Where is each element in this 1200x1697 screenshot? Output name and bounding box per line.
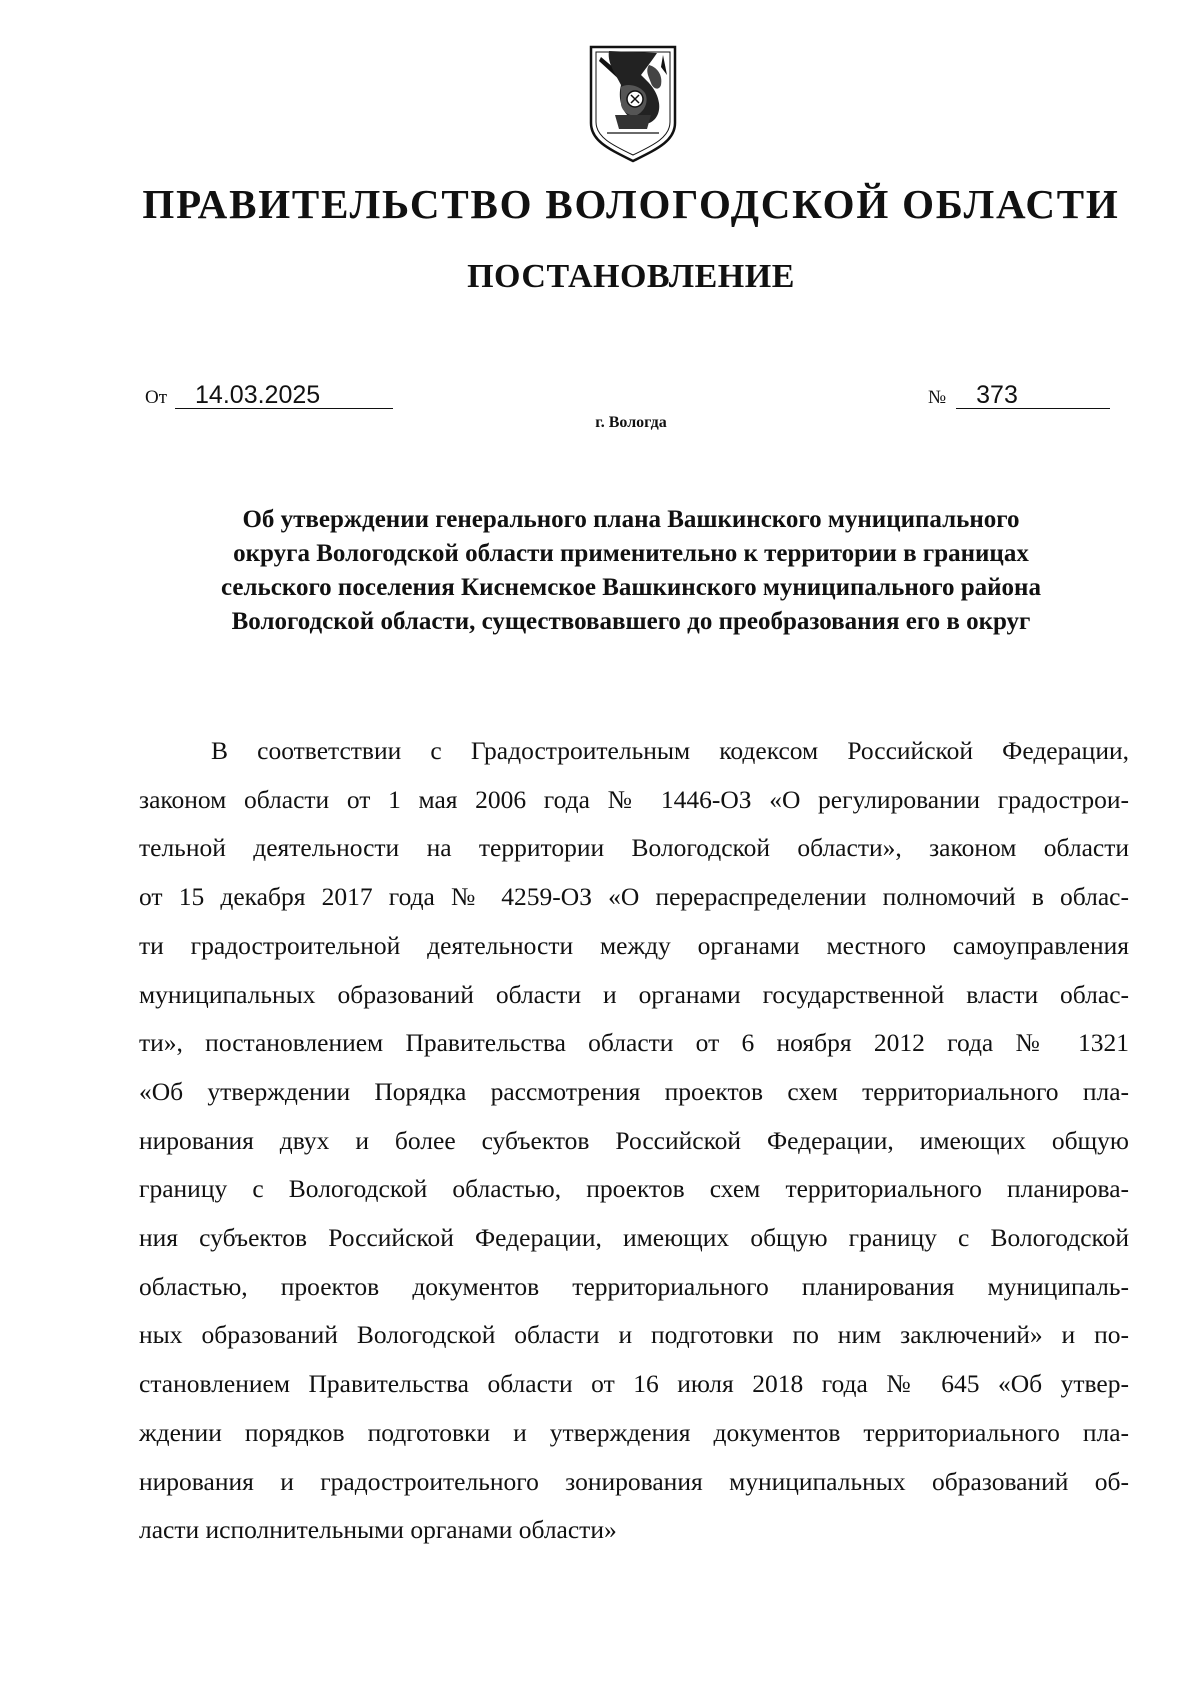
body-line: ти», постановлением Правительства области от 6 ноября 2012 года № 1321 [139, 1028, 1129, 1058]
subject-line: Об утверждении генерального плана Вашкинского муниципального [242, 506, 1020, 533]
preamble-paragraph [139, 727, 1129, 1555]
body-line: ти градостроительной деятельности между органами местного самоуправления [139, 930, 1129, 960]
document-number [928, 382, 1110, 409]
body-line: тельной деятельности на территории Вологодской области», законом области [139, 833, 1129, 863]
document-type-heading: ПОСТАНОВЛЕНИЕ [467, 258, 795, 295]
vologda-coat-of-arms-icon [587, 45, 679, 163]
number-value: 373 [956, 382, 1110, 409]
date-prefix: От [145, 387, 168, 408]
government-title: ПРАВИТЕЛЬСТВО ВОЛОГОДСКОЙ ОБЛАСТИ [142, 181, 1120, 227]
body-line: муниципальных образований области и органами государственной власти облас- [139, 979, 1129, 1009]
body-line: ния субъектов Российской Федерации, имеющих общую границу с Вологодской [139, 1223, 1129, 1253]
issue-city: г. Вологда [595, 414, 667, 431]
body-line: ждении порядков подготовки и утверждения документов территориального пла- [139, 1417, 1129, 1447]
subject-line: округа Вологодской области применительно к территории в границах [233, 540, 1029, 567]
body-line: ласти исполнительными органами области» [139, 1515, 617, 1545]
subject-line: сельского поселения Киснемское Вашкинского муниципального района [221, 574, 1041, 601]
body-line: В соответствии с Градостроительным кодексом Российской Федерации, [211, 736, 1129, 765]
document-subject [140, 503, 1122, 639]
body-line: законом области от 1 мая 2006 года № 1446-ОЗ «О регулировании градострои- [139, 784, 1129, 814]
document-date [145, 382, 393, 409]
body-line: границу с Вологодской областью, проектов схем территориального планирова- [139, 1174, 1129, 1204]
number-prefix: № [928, 387, 947, 408]
body-line: нирования и градостроительного зонирования муниципальных образований об- [139, 1466, 1129, 1496]
body-line: «Об утверждении Порядка рассмотрения проектов схем территориального пла- [139, 1076, 1129, 1106]
body-line: становлением Правительства области от 16 июля 2018 года № 645 «Об утвер- [139, 1369, 1129, 1399]
subject-line: Вологодской области, существовавшего до преобразования его в округ [231, 608, 1031, 635]
body-line: ных образований Вологодской области и подготовки по ним заключений» и по- [139, 1320, 1129, 1350]
date-value: 14.03.2025 [175, 382, 393, 409]
body-line: областью, проектов документов территориального планирования муниципаль- [139, 1271, 1129, 1301]
body-line: нирования двух и более субъектов Российской Федерации, имеющих общую [139, 1125, 1129, 1155]
body-line: от 15 декабря 2017 года № 4259-ОЗ «О перераспределении полномочий в облас- [139, 882, 1129, 912]
